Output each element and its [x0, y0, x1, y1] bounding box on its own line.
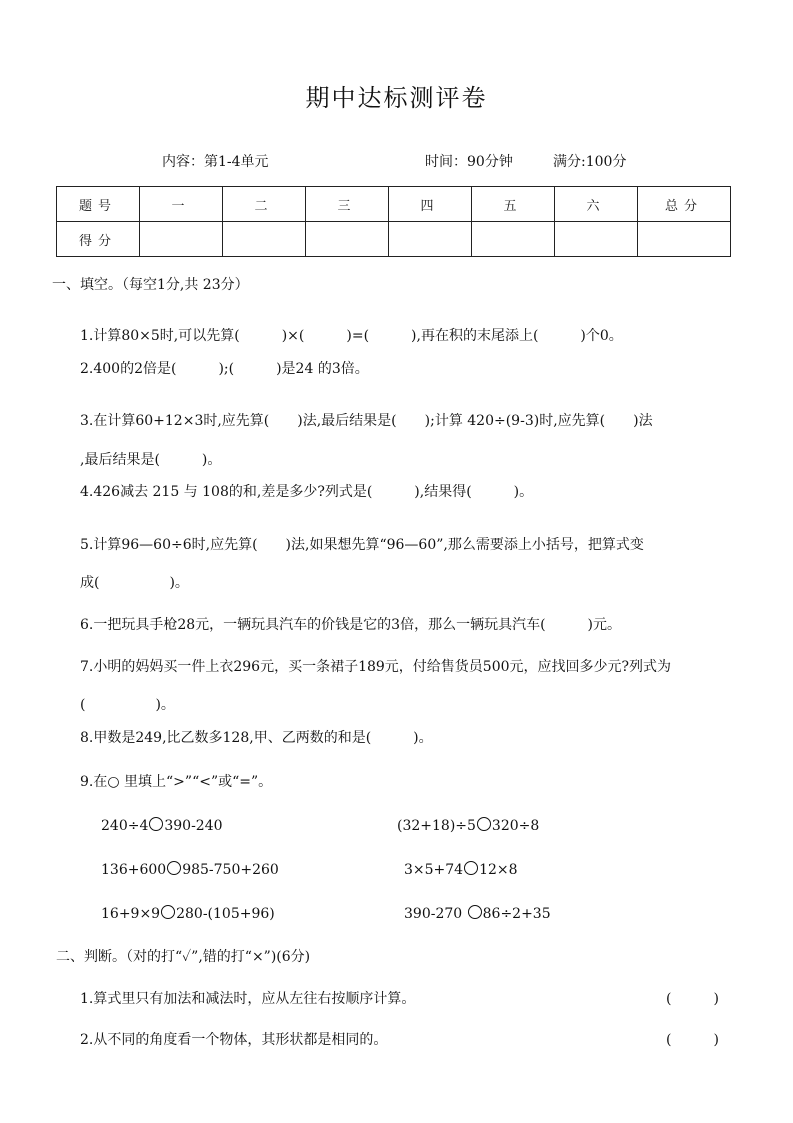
score-cell[interactable] — [472, 222, 555, 257]
score-cell[interactable] — [555, 222, 638, 257]
comparison-item — [101, 817, 223, 834]
question-text: 成( )。 — [80, 575, 189, 591]
score-cell[interactable] — [306, 222, 389, 257]
comparison-item — [404, 905, 551, 922]
comparison-circle[interactable] — [464, 861, 478, 875]
comparison-left: 3×5+74 — [404, 862, 464, 878]
comparison-right: 985-750+260 — [182, 862, 279, 878]
comparison-right: 390-240 — [164, 818, 223, 834]
judgement-question: 2.从不同的角度看一个物体，其形状都是相同的。 — [80, 1032, 388, 1048]
section-1-heading: 一、填空。（每空1分,共 23分） — [52, 277, 249, 293]
score-table-header-cell: 二 — [223, 187, 306, 222]
exam-full-score: 满分:100分 — [553, 154, 627, 170]
question-text: ,最后结果是( )。 — [80, 452, 222, 468]
section-2-heading: 二、判断。（对的打“✓”,错的打“×”)(6分) — [56, 949, 311, 965]
score-cell[interactable] — [638, 222, 731, 257]
question-text: 2.400的2倍是( );( )是24 的3倍。 — [80, 361, 369, 377]
judgement-question: 1.算式里只有加法和减法时，应从左往右按顺序计算。 — [80, 991, 416, 1007]
question-text: 1.计算80×5时,可以先算( )×( )=( ),再在积的末尾添上( )个0。 — [80, 328, 623, 344]
score-cell[interactable] — [140, 222, 223, 257]
score-table-header-cell: 总分 — [638, 187, 731, 222]
comparison-left: 136+600 — [101, 862, 167, 878]
exam-content-scope: 内容：第1-4单元 — [162, 154, 269, 170]
score-cell[interactable] — [389, 222, 472, 257]
exam-time: 时间：90分钟 — [425, 154, 513, 170]
score-cell[interactable] — [223, 222, 306, 257]
score-table-header-cell: 三 — [306, 187, 389, 222]
comparison-item — [101, 861, 279, 878]
question-text: 9.在○ 里填上“>”“<”或“=”。 — [80, 774, 273, 790]
comparison-circle[interactable] — [149, 817, 163, 831]
comparison-right: 280-(105+96) — [176, 906, 275, 922]
question-text: ( )。 — [80, 697, 175, 713]
comparison-item — [101, 905, 275, 922]
score-table-header-cell: 一 — [140, 187, 223, 222]
question-text: 7.小明的妈妈买一件上衣296元，买一条裙子189元，付给售货员500元，应找回多少元?列式为 — [80, 659, 672, 675]
comparison-circle[interactable] — [161, 905, 175, 919]
comparison-right: 86÷2+35 — [482, 906, 551, 922]
comparison-circle[interactable] — [477, 817, 491, 831]
comparison-item — [397, 817, 539, 834]
score-table-header-cell: 五 — [472, 187, 555, 222]
question-text: 5.计算96—60÷6时,应先算( )法,如果想先算“96—60”,那么需要添上小括号，把算式变 — [80, 537, 644, 553]
score-table — [56, 186, 731, 257]
comparison-right: 12×8 — [479, 862, 518, 878]
comparison-circle[interactable] — [468, 905, 482, 919]
score-row-label: 得分 — [57, 222, 140, 257]
score-table-score-row — [57, 222, 731, 257]
score-table-header-row — [57, 187, 731, 222]
question-text: 4.426减去 215 与 108的和,差是多少?列式是( ),结果得( )。 — [80, 484, 534, 500]
question-text: 8.甲数是249,比乙数多128,甲、乙两数的和是( )。 — [80, 730, 433, 746]
comparison-left: 16+9×9 — [101, 906, 161, 922]
comparison-left: 240÷4 — [101, 818, 149, 834]
comparison-right: 320÷8 — [491, 818, 540, 834]
score-table-header-cell: 题号 — [57, 187, 140, 222]
comparison-item — [404, 861, 518, 878]
page-title: 期中达标测评卷 — [305, 84, 488, 112]
comparison-left: 390-270 — [404, 906, 467, 922]
comparison-left: (32+18)÷5 — [397, 818, 476, 834]
comparison-circle[interactable] — [167, 861, 181, 875]
answer-blank[interactable]: ( ) — [666, 991, 719, 1007]
question-text: 6.一把玩具手枪28元，一辆玩具汽车的价钱是它的3倍，那么一辆玩具汽车( )元。 — [80, 617, 622, 633]
score-table-header-cell: 四 — [389, 187, 472, 222]
score-table-header-cell: 六 — [555, 187, 638, 222]
question-text: 3.在计算60+12×3时,应先算( )法,最后结果是( );计算 420÷(9-3)时,应先算( )法 — [80, 413, 653, 429]
answer-blank[interactable]: ( ) — [666, 1032, 719, 1048]
